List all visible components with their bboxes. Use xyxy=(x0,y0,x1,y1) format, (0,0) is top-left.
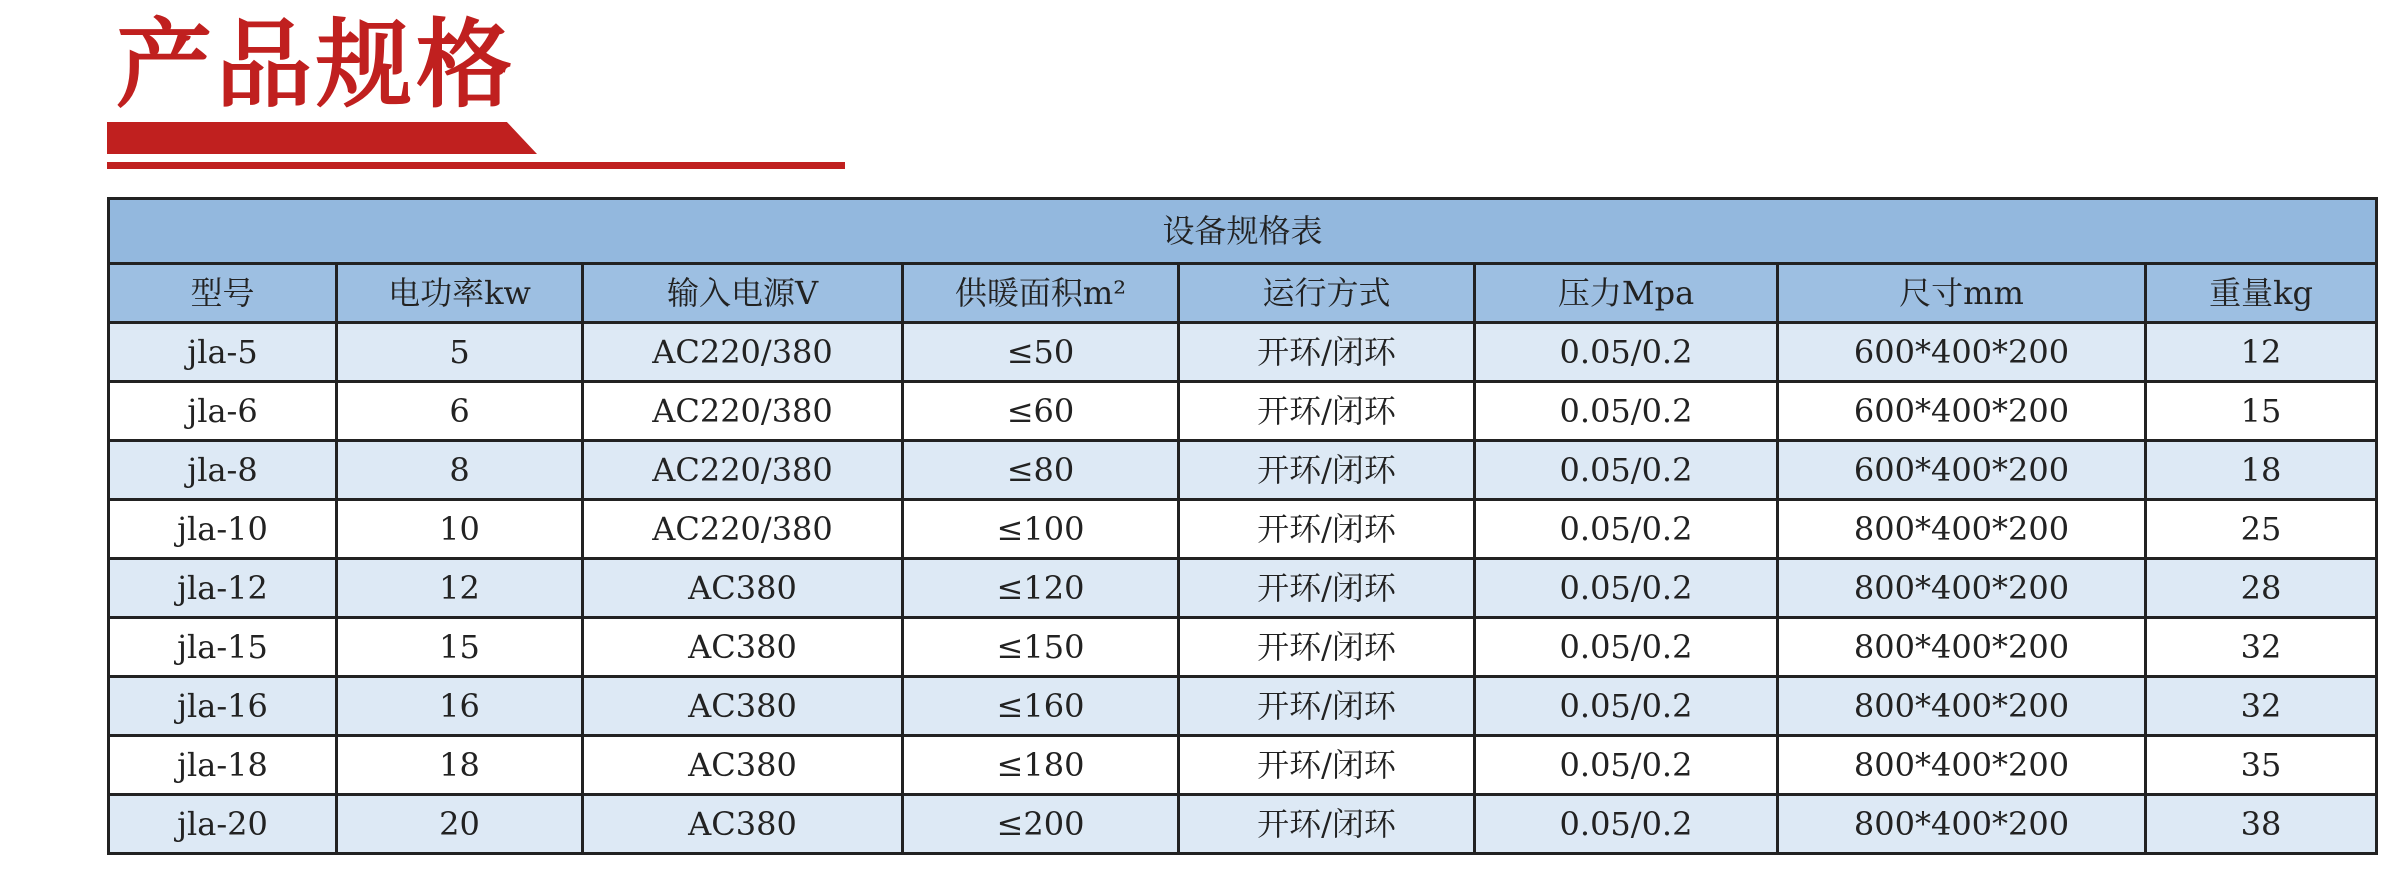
cell-weight: 38 xyxy=(2146,795,2377,854)
cell-power: 6 xyxy=(337,382,583,441)
cell-input-voltage: AC380 xyxy=(583,736,903,795)
table-row xyxy=(109,736,2377,795)
cell-heating-area: ≤60 xyxy=(903,382,1179,441)
column-header-input-voltage: 输入电源V xyxy=(583,264,903,323)
cell-power: 5 xyxy=(337,323,583,382)
column-header-dimensions: 尺寸mm xyxy=(1778,264,2146,323)
cell-operation-mode: 开环/闭环 xyxy=(1179,559,1475,618)
cell-dimensions: 800*400*200 xyxy=(1778,618,2146,677)
table-row xyxy=(109,795,2377,854)
cell-input-voltage: AC220/380 xyxy=(583,441,903,500)
column-header-model: 型号 xyxy=(109,264,337,323)
cell-pressure: 0.05/0.2 xyxy=(1475,559,1778,618)
cell-model: jla-5 xyxy=(109,323,337,382)
cell-power: 15 xyxy=(337,618,583,677)
cell-input-voltage: AC380 xyxy=(583,677,903,736)
cell-pressure: 0.05/0.2 xyxy=(1475,382,1778,441)
cell-input-voltage: AC220/380 xyxy=(583,500,903,559)
table-row xyxy=(109,677,2377,736)
cell-heating-area: ≤120 xyxy=(903,559,1179,618)
table-body xyxy=(109,323,2377,854)
cell-weight: 15 xyxy=(2146,382,2377,441)
cell-operation-mode: 开环/闭环 xyxy=(1179,382,1475,441)
spec-table xyxy=(107,197,2378,855)
table-row xyxy=(109,382,2377,441)
cell-heating-area: ≤100 xyxy=(903,500,1179,559)
cell-model: jla-18 xyxy=(109,736,337,795)
cell-heating-area: ≤50 xyxy=(903,323,1179,382)
page-title: 产品规格 xyxy=(116,9,516,121)
cell-pressure: 0.05/0.2 xyxy=(1475,736,1778,795)
title-underline-bar xyxy=(107,122,537,154)
cell-weight: 18 xyxy=(2146,441,2377,500)
table-row xyxy=(109,618,2377,677)
cell-operation-mode: 开环/闭环 xyxy=(1179,736,1475,795)
cell-input-voltage: AC380 xyxy=(583,795,903,854)
cell-pressure: 0.05/0.2 xyxy=(1475,618,1778,677)
table-header-row xyxy=(109,264,2377,323)
cell-model: jla-16 xyxy=(109,677,337,736)
table-caption: 设备规格表 xyxy=(109,199,2377,264)
column-header-pressure: 压力Mpa xyxy=(1475,264,1778,323)
cell-pressure: 0.05/0.2 xyxy=(1475,323,1778,382)
column-header-operation-mode: 运行方式 xyxy=(1179,264,1475,323)
cell-dimensions: 800*400*200 xyxy=(1778,736,2146,795)
table-caption-row xyxy=(109,199,2377,264)
table-row xyxy=(109,559,2377,618)
column-header-heating-area: 供暖面积m² xyxy=(903,264,1179,323)
table-row xyxy=(109,323,2377,382)
cell-weight: 32 xyxy=(2146,618,2377,677)
cell-dimensions: 800*400*200 xyxy=(1778,795,2146,854)
cell-weight: 25 xyxy=(2146,500,2377,559)
table-row xyxy=(109,500,2377,559)
cell-dimensions: 600*400*200 xyxy=(1778,382,2146,441)
cell-pressure: 0.05/0.2 xyxy=(1475,677,1778,736)
cell-model: jla-12 xyxy=(109,559,337,618)
table-row xyxy=(109,441,2377,500)
cell-power: 8 xyxy=(337,441,583,500)
cell-heating-area: ≤200 xyxy=(903,795,1179,854)
cell-operation-mode: 开环/闭环 xyxy=(1179,618,1475,677)
cell-power: 12 xyxy=(337,559,583,618)
cell-pressure: 0.05/0.2 xyxy=(1475,500,1778,559)
cell-heating-area: ≤160 xyxy=(903,677,1179,736)
cell-dimensions: 600*400*200 xyxy=(1778,441,2146,500)
cell-power: 20 xyxy=(337,795,583,854)
cell-operation-mode: 开环/闭环 xyxy=(1179,441,1475,500)
cell-input-voltage: AC380 xyxy=(583,559,903,618)
cell-power: 16 xyxy=(337,677,583,736)
cell-heating-area: ≤150 xyxy=(903,618,1179,677)
cell-input-voltage: AC220/380 xyxy=(583,323,903,382)
title-underline-rule xyxy=(107,162,845,169)
cell-power: 10 xyxy=(337,500,583,559)
cell-weight: 28 xyxy=(2146,559,2377,618)
cell-operation-mode: 开环/闭环 xyxy=(1179,323,1475,382)
column-header-weight: 重量kg xyxy=(2146,264,2377,323)
cell-dimensions: 800*400*200 xyxy=(1778,677,2146,736)
cell-power: 18 xyxy=(337,736,583,795)
cell-pressure: 0.05/0.2 xyxy=(1475,441,1778,500)
cell-pressure: 0.05/0.2 xyxy=(1475,795,1778,854)
cell-heating-area: ≤180 xyxy=(903,736,1179,795)
cell-model: jla-8 xyxy=(109,441,337,500)
cell-weight: 35 xyxy=(2146,736,2377,795)
cell-weight: 12 xyxy=(2146,323,2377,382)
cell-operation-mode: 开环/闭环 xyxy=(1179,795,1475,854)
cell-dimensions: 800*400*200 xyxy=(1778,500,2146,559)
cell-dimensions: 600*400*200 xyxy=(1778,323,2146,382)
cell-model: jla-6 xyxy=(109,382,337,441)
cell-model: jla-15 xyxy=(109,618,337,677)
cell-model: jla-10 xyxy=(109,500,337,559)
cell-operation-mode: 开环/闭环 xyxy=(1179,500,1475,559)
cell-model: jla-20 xyxy=(109,795,337,854)
cell-heating-area: ≤80 xyxy=(903,441,1179,500)
column-header-power: 电功率kw xyxy=(337,264,583,323)
cell-dimensions: 800*400*200 xyxy=(1778,559,2146,618)
cell-input-voltage: AC380 xyxy=(583,618,903,677)
cell-input-voltage: AC220/380 xyxy=(583,382,903,441)
cell-weight: 32 xyxy=(2146,677,2377,736)
cell-operation-mode: 开环/闭环 xyxy=(1179,677,1475,736)
